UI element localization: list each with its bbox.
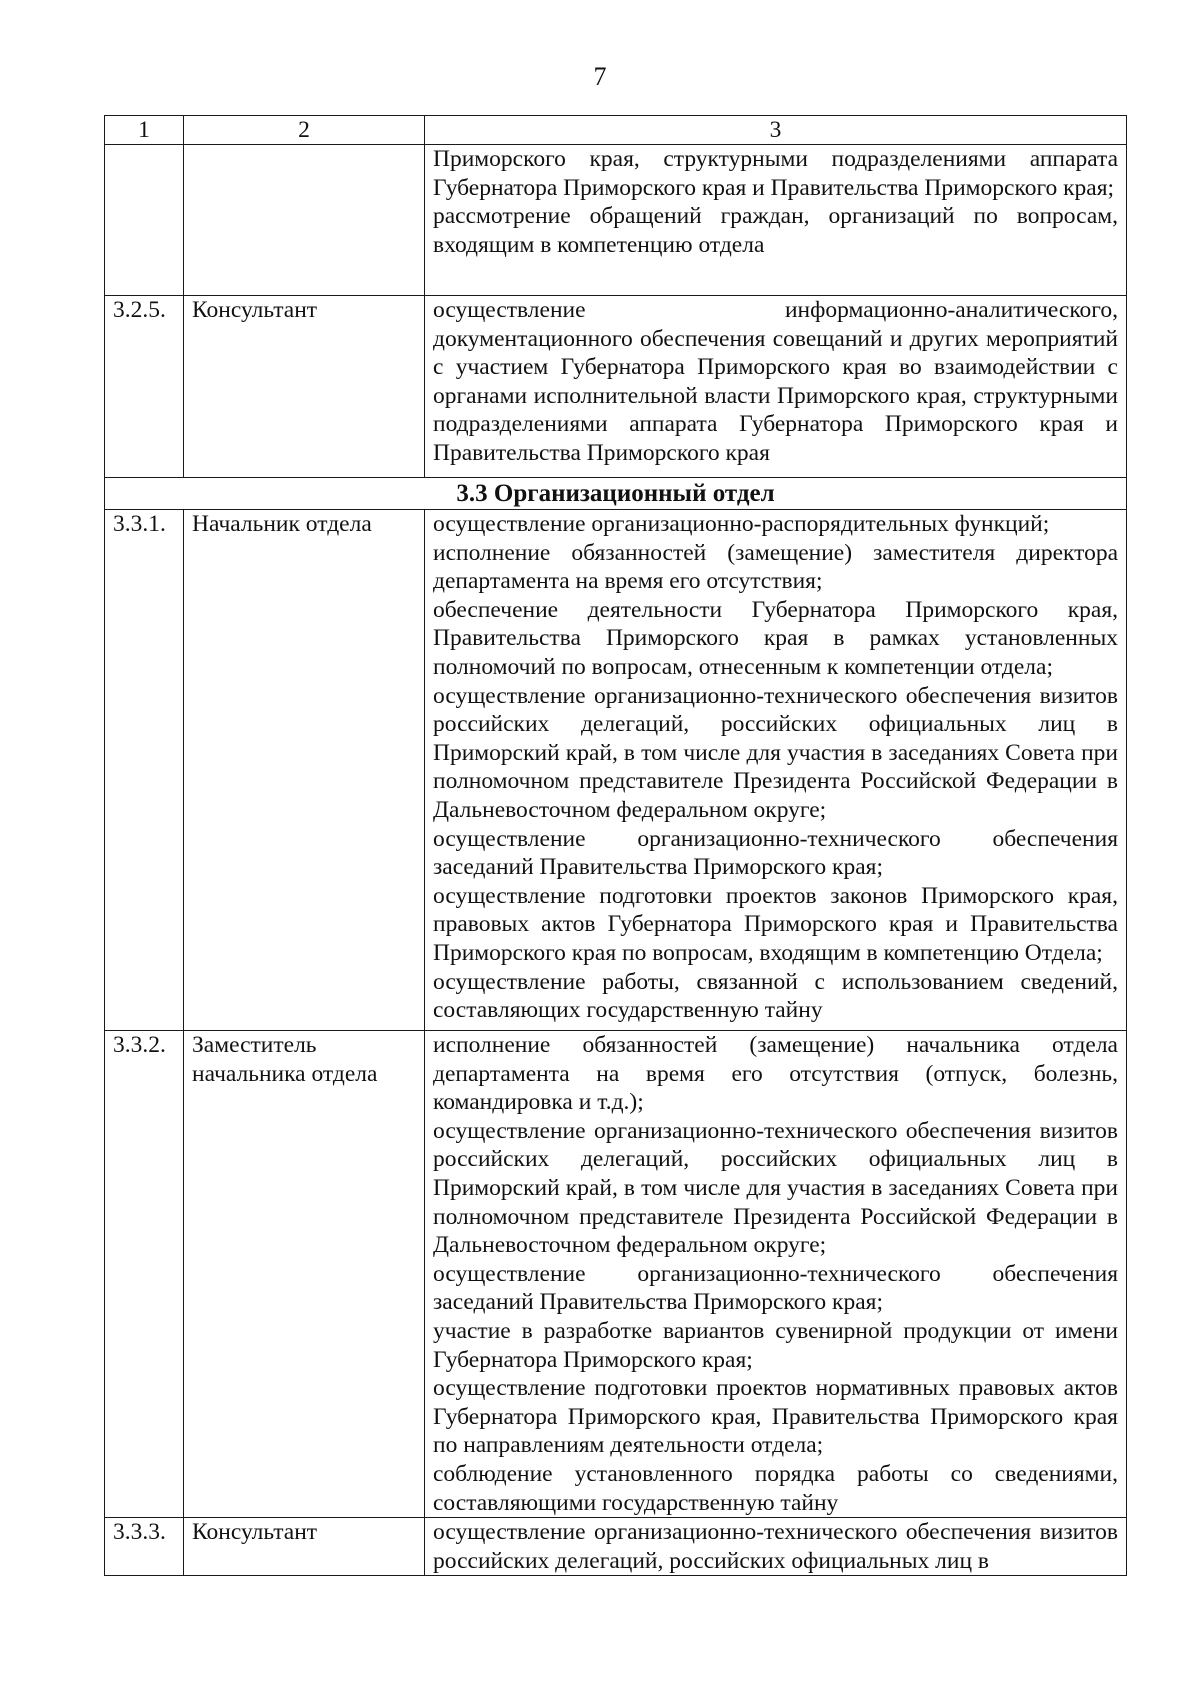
duty-line: Приморского края, структурными подразделениями аппарата Губернатора Приморского края и Правительства Приморского края; <box>433 146 1118 201</box>
duty-line: рассмотрение обращений граждан, организаций по вопросам, входящим в компетенцию отдела <box>433 203 1118 258</box>
duty-line: осуществление организационно-технического обеспечения заседаний Правительства Приморского края; <box>433 1260 1118 1316</box>
column-header: 3 <box>425 116 1127 145</box>
row-number: 3.3.2. <box>105 1031 184 1518</box>
duty-line: осуществление подготовки проектов законов Приморского края, правовых актов Губернатора Приморского края и Правительства Приморского края по вопросам, входящим в компетенцию Отдела; <box>433 882 1118 966</box>
row-number: 3.2.5. <box>105 296 184 478</box>
duty-line: соблюдение установленного порядка работы со сведениями, составляющими государственную тайну <box>433 1460 1118 1516</box>
row-duties <box>425 145 1127 296</box>
row-duties <box>425 296 1127 478</box>
section-row <box>105 478 1127 510</box>
duty-line: осуществление информационно-аналитического, документационного обеспечения совещаний и других мероприятий с участием Губернатора Приморского края во взаимодействии с органами исполнительной власти Приморского края, структурными подразделениями аппарата Губернатора Приморского края и Правительства Приморского края <box>433 297 1118 466</box>
page-number: 7 <box>593 62 607 91</box>
table-header-row <box>105 116 1127 145</box>
row-position: Начальник отдела <box>184 510 425 1031</box>
table-row <box>105 296 1127 478</box>
row-position: Консультант <box>184 296 425 478</box>
row-position: Консультант <box>184 1518 425 1576</box>
duty-line: обеспечение деятельности Губернатора Приморского края, Правительства Приморского края в рамках установленных полномочий по вопросам, отнесенным к компетенции отдела; <box>433 596 1118 680</box>
column-header: 1 <box>105 116 184 145</box>
section-title: 3.3 Организационный отдел <box>105 478 1127 510</box>
duty-line: исполнение обязанностей (замещение) заместителя директора департамента на время его отсутствия; <box>433 539 1118 595</box>
duty-line: осуществление организационно-технического обеспечения визитов российских делегаций, российских официальных лиц в Приморский край, в том числе для участия в заседаниях Совета при полномочном представителе Президента Российской Федерации в Дальневосточном федеральном округе; <box>433 1117 1118 1259</box>
row-number: 3.3.1. <box>105 510 184 1031</box>
row-duties <box>425 510 1127 1031</box>
table-row <box>105 145 1127 296</box>
table-row <box>105 1518 1127 1576</box>
row-number <box>105 145 184 296</box>
duty-line: осуществление работы, связанной с использованием сведений, составляющих государственную тайну <box>433 968 1118 1024</box>
duty-line: исполнение обязанностей (замещение) начальника отдела департамента на время его отсутствия (отпуск, болезнь, командировка и т.д.); <box>433 1032 1118 1116</box>
duty-line: осуществление организационно-технического обеспечения заседаний Правительства Приморского края; <box>433 825 1118 881</box>
duty-line: осуществление подготовки проектов нормативных правовых актов Губернатора Приморского края, Правительства Приморского края по направлениям деятельности отдела; <box>433 1375 1118 1459</box>
row-duties <box>425 1518 1127 1576</box>
row-duties <box>425 1031 1127 1518</box>
duties-table <box>104 115 1127 1576</box>
table-row <box>105 1031 1127 1518</box>
row-position <box>184 145 425 296</box>
column-header: 2 <box>184 116 425 145</box>
duty-line: участие в разработке вариантов сувенирной продукции от имени Губернатора Приморского края; <box>433 1317 1118 1373</box>
row-number: 3.3.3. <box>105 1518 184 1576</box>
duty-line: осуществление организационно-технического обеспечения визитов российских делегаций, российских официальных лиц в <box>433 1519 1118 1574</box>
table-row <box>105 510 1127 1031</box>
row-position: Заместитель начальника отдела <box>184 1031 425 1518</box>
duty-line: осуществление организационно-распорядительных функций; <box>433 511 1050 537</box>
duty-line: осуществление организационно-технического обеспечения визитов российских делегаций, российских официальных лиц в Приморский край, в том числе для участия в заседаниях Совета при полномочном представителе Президента Российской Федерации в Дальневосточном федеральном округе; <box>433 682 1118 823</box>
